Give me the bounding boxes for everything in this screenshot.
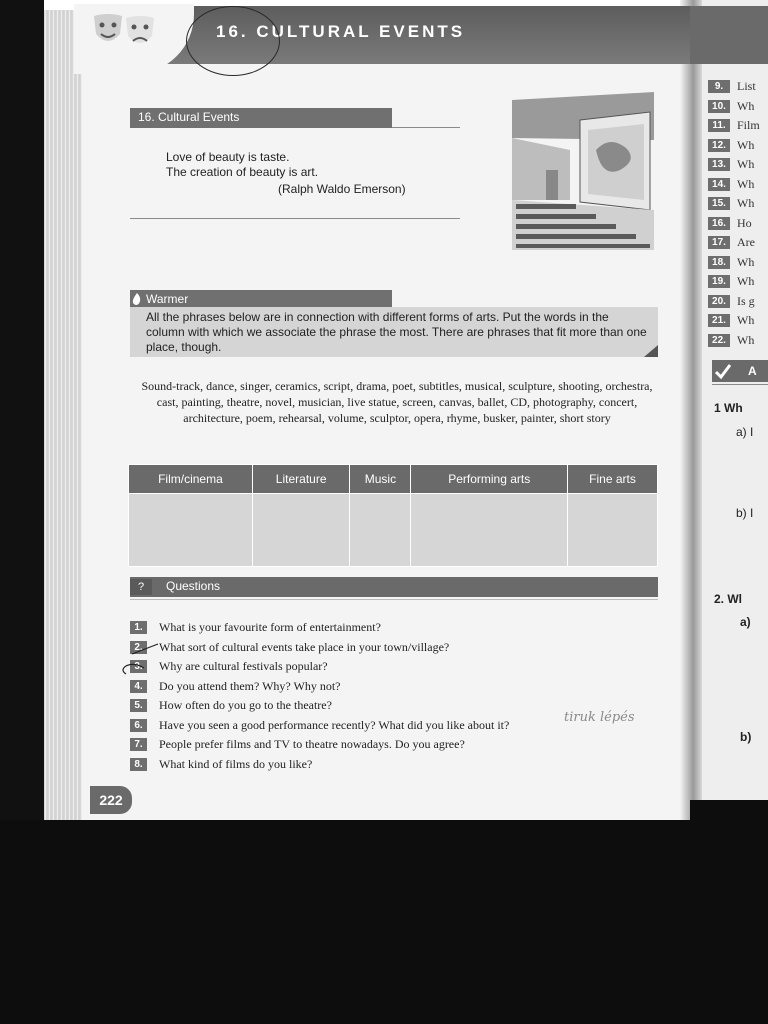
table-header-row (129, 465, 658, 494)
list-item (708, 194, 760, 214)
flame-icon (131, 292, 143, 306)
list-item (130, 657, 509, 677)
question-text: Do you attend them? Why? Why not? (159, 678, 341, 693)
arts-categories-table (128, 464, 658, 567)
list-item (708, 233, 760, 253)
list-item (708, 136, 760, 156)
chapter-title: 16. CULTURAL EVENTS (216, 22, 466, 41)
right-page-questions (708, 77, 760, 350)
task-1-b: b) I (736, 506, 754, 520)
question-number: 6. (130, 719, 147, 732)
question-number: 12. (708, 139, 730, 152)
task-1-a: a) I (736, 425, 754, 439)
question-text: What is your favourite form of entertainment? (159, 620, 381, 635)
list-item (708, 292, 760, 312)
question-number: 18. (708, 256, 730, 269)
pen-check-mark (118, 640, 162, 680)
handwritten-circle (186, 6, 280, 76)
question-number: 16. (708, 217, 730, 230)
question-number: 11. (708, 119, 730, 132)
task-2-b: b) (740, 730, 752, 744)
list-item (130, 755, 509, 775)
word-list: Sound-track, dance, singer, ceramics, script, drama, poet, subtitles, musical, sculpture, shooting, orchestra, cast, painting, theatre, novel, musician, live statue, screen, canvas, ballet, CD, photography, concert, architecture, poem, rehearsal, volume, sculptor, opera, rhyme, busker, painter, short story (141, 379, 653, 425)
question-number: 2. (130, 641, 147, 654)
table-header-literature: Literature (252, 465, 350, 494)
question-text: Wh (737, 274, 755, 289)
question-number: 1. (130, 621, 147, 634)
question-text: Wh (737, 137, 755, 152)
question-text: Why are cultural festivals popular? (159, 659, 328, 674)
question-number: 5. (130, 699, 147, 712)
intro-section-label: 16. Cultural Events (130, 108, 392, 128)
table-cell (411, 494, 568, 567)
right-header-band (690, 6, 768, 64)
table-header-film: Film/cinema (129, 465, 253, 494)
theatre-masks-icon (90, 12, 160, 56)
list-item (708, 116, 760, 136)
question-number: 10. (708, 100, 730, 113)
question-text: Wh (737, 98, 755, 113)
task-1-label: 1 Wh (714, 401, 743, 415)
question-number: 22. (708, 334, 730, 347)
question-number: 8. (130, 758, 147, 771)
list-item (708, 155, 760, 175)
book-gutter (680, 0, 702, 820)
task-2-a: a) (740, 615, 751, 629)
question-number: 21. (708, 314, 730, 327)
questions-label: Questions (130, 577, 658, 597)
question-text: Is g (737, 293, 755, 308)
intro-bottom-rule (130, 218, 460, 219)
question-number: 14. (708, 178, 730, 191)
question-text: Wh (737, 176, 755, 191)
corner-triangle-icon (644, 345, 658, 357)
questions-rule (130, 599, 658, 600)
question-number: 15. (708, 197, 730, 210)
question-text: Film (737, 118, 760, 133)
list-item (130, 677, 509, 697)
check-icon (714, 362, 732, 380)
quote-line-2: The creation of beauty is art. (166, 165, 319, 179)
list-item (708, 175, 760, 195)
intro-top-rule (392, 127, 460, 128)
question-number: 7. (130, 738, 147, 751)
warmer-instruction: All the phrases below are in connection with different forms of arts. Put the words in the column with which we associate the phrase the most. There are phrases that fit more than one place, though. (130, 307, 658, 357)
question-number: 9. (708, 80, 730, 93)
question-text: Wh (737, 313, 755, 328)
list-item (130, 735, 509, 755)
question-text: Wh (737, 332, 755, 347)
question-mark-icon: ? (130, 579, 152, 595)
question-number: 3. (130, 660, 147, 673)
list-item (130, 696, 509, 716)
table-cell (252, 494, 350, 567)
question-text: Wh (737, 196, 755, 211)
list-item (708, 253, 760, 273)
question-text: Wh (737, 157, 755, 172)
question-number: 20. (708, 295, 730, 308)
answers-rule (712, 384, 768, 385)
page-number: 222 (90, 786, 132, 814)
question-number: 13. (708, 158, 730, 171)
questions-list (130, 618, 509, 774)
question-text: Are (737, 235, 755, 250)
warmer-label: Warmer (130, 290, 392, 308)
question-text: Have you seen a good performance recently? What did you like about it? (159, 717, 510, 732)
table-header-performing-arts: Performing arts (411, 465, 568, 494)
question-text: List (737, 79, 756, 94)
list-item (130, 716, 509, 736)
question-number: 4. (130, 680, 147, 693)
quote-line-1: Love of beauty is taste. (166, 150, 290, 164)
answers-section-letter: A (748, 364, 757, 378)
table-row (129, 494, 658, 567)
list-item (708, 97, 760, 117)
table-cell (568, 494, 658, 567)
question-text: Wh (737, 254, 755, 269)
table-header-fine-arts: Fine arts (568, 465, 658, 494)
list-item (708, 214, 760, 234)
question-text: What kind of films do you like? (159, 756, 313, 771)
table-cell (129, 494, 253, 567)
list-item (708, 331, 760, 351)
list-item (708, 311, 760, 331)
table-header-music: Music (350, 465, 411, 494)
task-2-label: 2. Wl (714, 592, 743, 606)
scan-dark-bottom (0, 820, 768, 1024)
list-item (130, 618, 509, 638)
list-item (708, 272, 760, 292)
handwritten-note: tiruk lépés (564, 710, 635, 725)
question-number: 19. (708, 275, 730, 288)
table-cell (350, 494, 411, 567)
list-item (130, 638, 509, 658)
list-item (708, 77, 760, 97)
question-number: 17. (708, 236, 730, 249)
question-text: How often do you go to the theatre? (159, 698, 332, 713)
question-text: Ho (737, 215, 752, 230)
quote-author: (Ralph Waldo Emerson) (278, 182, 406, 196)
question-text: People prefer films and TV to theatre nowadays. Do you agree? (159, 737, 465, 752)
question-text: What sort of cultural events take place in your town/village? (159, 639, 450, 654)
cinema-hall-illustration (510, 90, 654, 250)
